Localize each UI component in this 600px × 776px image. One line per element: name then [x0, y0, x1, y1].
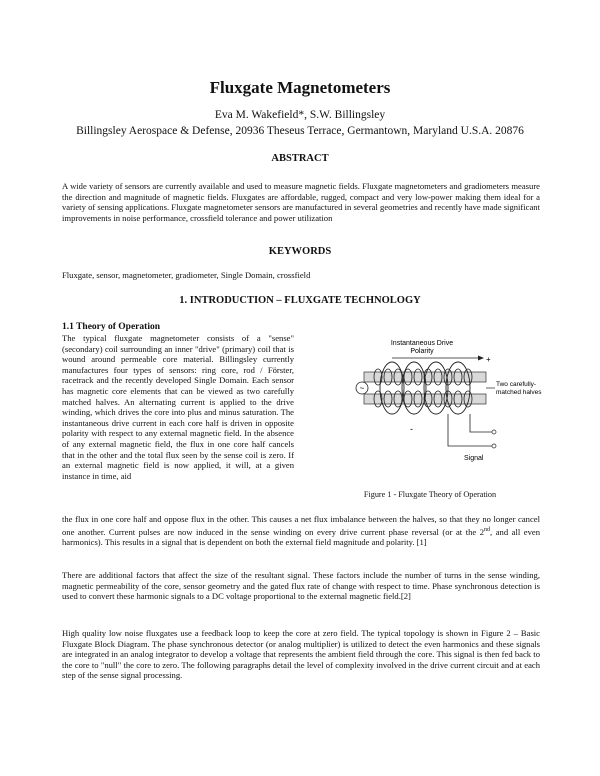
factors-paragraph: There are additional factors that affect the size of the resultant signal. These factors include the number of turns in the sense winding, magnetic permeability of the core, sensor geometry and the gated flux rate of change with respect to time. Phase synchronous detection is used to convert these harmonic signals to a DC voltage proportional to the external magnetic field.[2] — [62, 570, 540, 602]
paper-title: Fluxgate Magnetometers — [209, 78, 391, 97]
section-1-heading: 1. INTRODUCTION – FLUXGATE TECHNOLOGY — [179, 295, 421, 306]
subsection-1-1-heading: 1.1 Theory of Operation — [62, 322, 160, 332]
feedback-paragraph: High quality low noise fluxgates use a feedback loop to keep the core at zero field. The typical topology is shown in Figure 2 – Basic Fluxgate Block Diagram. The phase synchronous detector (or analog multiplier) is utilized to detect the even harmonics and these signals are integrated in an analog integrator to develop a voltage that represents the ambient field through the core. This signal is then fed back to the core to "null" the core to zero. The following paragraphs detail the level of complexity involved in the drive current circuit and at each step of the sense signal processing. — [62, 628, 540, 681]
drive-polarity-arrowhead — [478, 356, 484, 361]
paper-authors: Eva M. Wakefield*, S.W. Billingsley — [214, 109, 386, 121]
drive-polarity-label-line1: Instantaneous Drive — [390, 340, 454, 347]
paper-affiliation: Billingsley Aerospace & Defense, 20936 Theseus Terrace, Germantown, Maryland U.S.A. 20876 — [76, 125, 524, 137]
signal-terminal-lower — [492, 444, 496, 448]
abstract-text: A wide variety of sensors are currently available and used to measure magnetic fields. Fluxgate magnetometers and gradiometers measure the direction and magnitude of magnetic fields. Fluxgates are affordable, rugged, compact and very low-power making them ideal for a variety of sensing applications. Fluxgate magnetometer sensors are manufactured in several geometries and recently have made significant improvements in noise performance, crossfield tolerance and power utilization — [62, 181, 540, 223]
drive-polarity-label-line2: Polarity — [410, 348, 434, 355]
theory-column-text: The typical fluxgate magnetometer consists of a "sense" (secondary) coil surrounding an inner "drive" (primary) coil that is wound around permeable core material. Billingsley currently manufactures four types of sensors: ring core, rod / Förster, racetrack and the recently developed Single Domain. Each sensor has magnetic core elements that can be viewed as two carefully matched halves. An alternating current is applied to the drive winding, which drives the core into plus and minus saturation. The instantaneous drive current in each core half is driven in opposite polarity with respect to any external magnetic field. In the absence of any external magnetic field, the flux in one core half cancels that in the other and the total flux seen by the sense coil is zero. If an external magnetic field is now applied, it will, at a given instance in time, aid — [62, 333, 294, 481]
figure-1-caption: Figure 1 - Fluxgate Theory of Operation — [363, 490, 497, 499]
keywords-text: Fluxgate, sensor, magnetometer, gradiometer, Single Domain, crossfield — [62, 270, 311, 280]
signal-terminal-upper — [492, 430, 496, 434]
signal-label: Signal — [464, 455, 484, 462]
keywords-heading: KEYWORDS — [268, 246, 332, 257]
plus-label: + — [486, 355, 491, 364]
halves-label-line2: matched halves — [496, 389, 542, 396]
ac-source-label: ~ — [359, 384, 365, 393]
theory-continued-post: , and all even harmonics). This results in a signal that is dependent on both the external field magnitude and polarity. [1] — [62, 526, 540, 548]
fluxgate-theory-figure — [352, 336, 542, 486]
minus-label: - — [410, 424, 413, 434]
sense-lead-upper — [470, 414, 492, 432]
halves-label-line1: Two carefully- — [496, 381, 537, 388]
theory-continued-text — [62, 514, 540, 548]
theory-continued-sup: nd — [484, 526, 491, 533]
theory-continued-pre: the flux in one core half and oppose flux in the other. This causes a net flux imbalance between the halves, so that they no longer cancel one another. Current pulses are now induced in the sense winding on every drive current phase reversal (or at the 2 — [62, 514, 540, 537]
abstract-heading: ABSTRACT — [271, 153, 329, 164]
